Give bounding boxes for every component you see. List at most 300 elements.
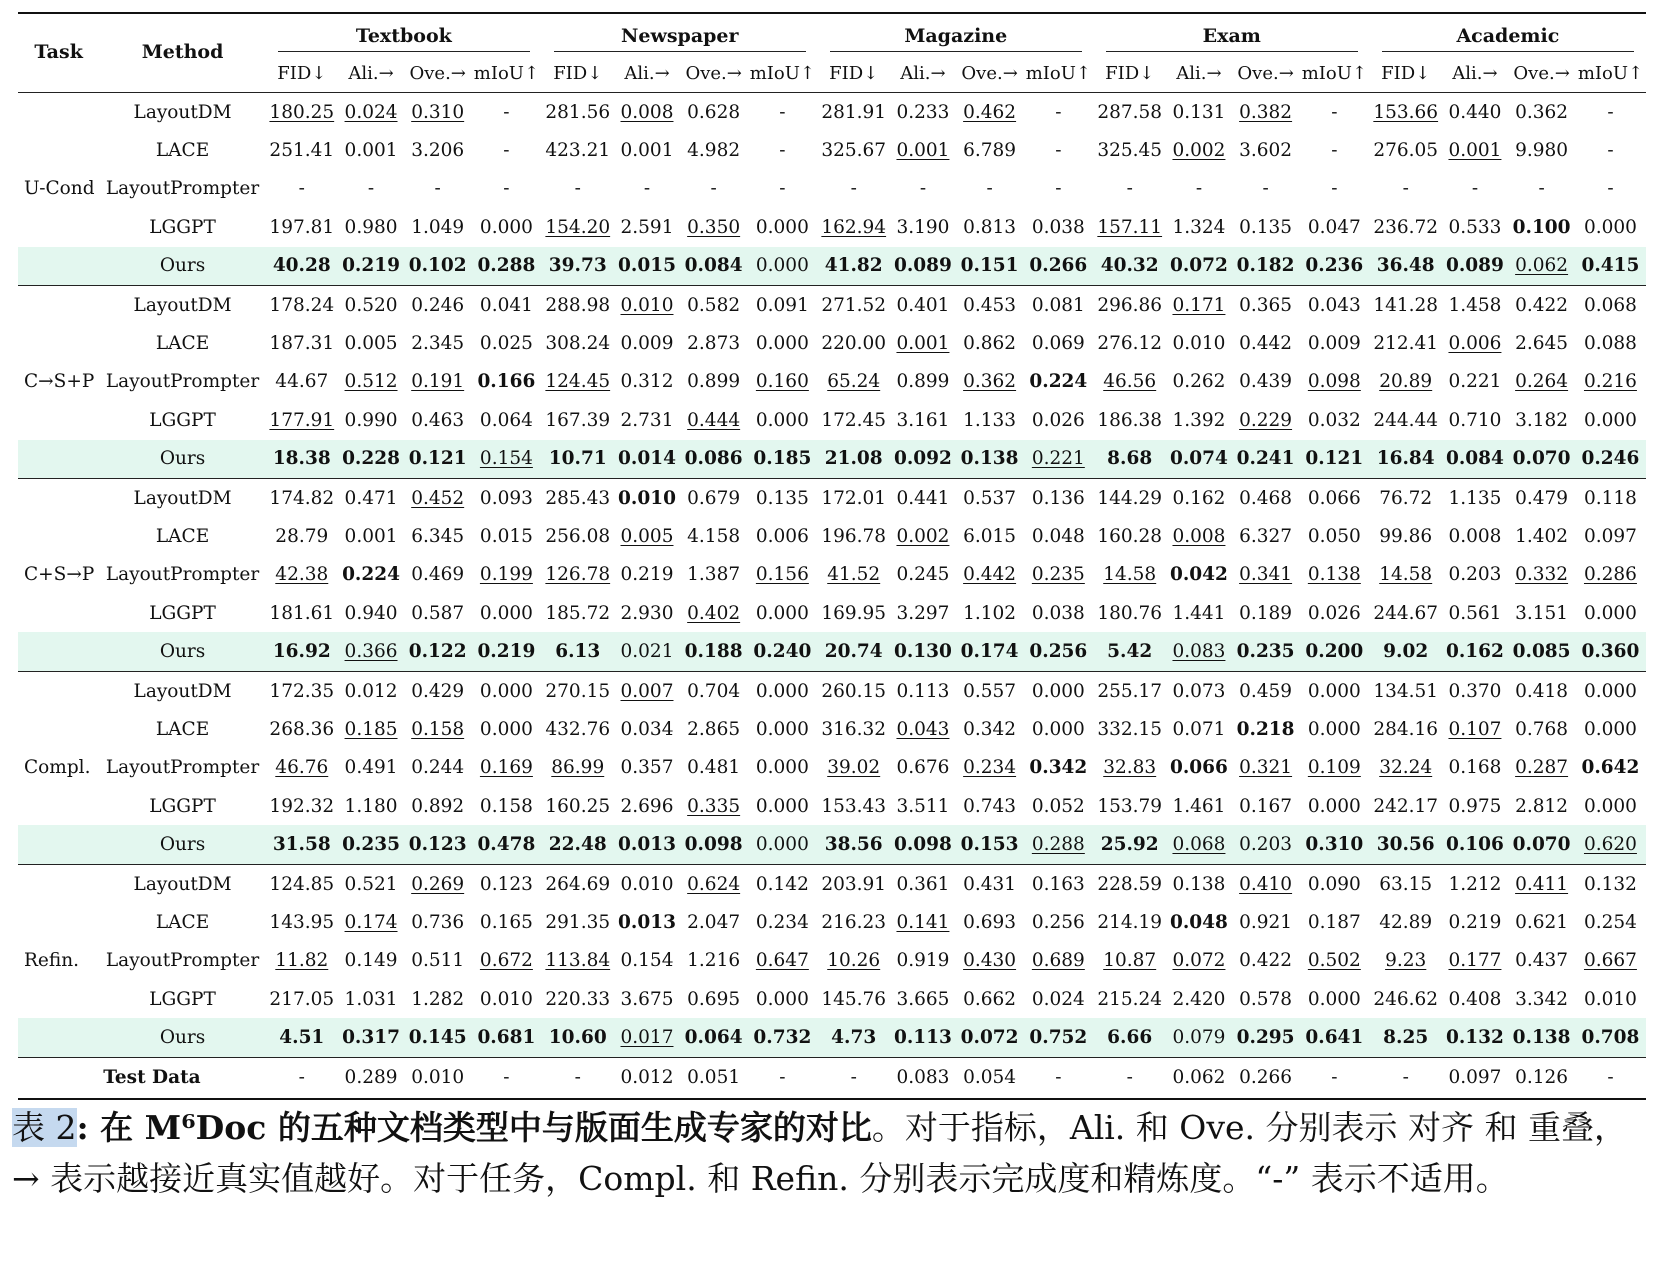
- value-cell: [542, 131, 614, 169]
- value-cell: [1023, 594, 1094, 632]
- value-cell: [1023, 710, 1094, 748]
- value-text: 145.76: [821, 988, 887, 1010]
- value-text: 0.025: [479, 333, 533, 355]
- task-cell: [18, 208, 99, 246]
- value-text: 6.789: [963, 140, 1017, 162]
- task-cell: [18, 93, 99, 132]
- value-text: 0.165: [479, 911, 533, 933]
- value-cell: [818, 864, 890, 903]
- group-title: Textbook: [278, 25, 530, 52]
- value-cell: [890, 825, 957, 864]
- method-cell: LACE: [155, 333, 210, 355]
- value-text: 0.038: [1031, 602, 1085, 624]
- value-text: 0.097: [1583, 525, 1637, 547]
- value-cell: [338, 247, 405, 286]
- value-text: 0.026: [1031, 409, 1085, 431]
- value-cell: [542, 556, 614, 594]
- value-cell: [890, 478, 957, 517]
- value-text: 2.047: [687, 911, 741, 933]
- group-header-academic: [1370, 13, 1646, 54]
- value-cell: [1370, 440, 1442, 479]
- value-text: 0.188: [684, 641, 743, 663]
- value-cell: [1442, 93, 1509, 132]
- value-cell: [1508, 247, 1575, 286]
- value-cell: [818, 170, 890, 208]
- table-row: [18, 825, 1646, 864]
- value-text: 271.52: [821, 294, 887, 316]
- value-cell: [956, 632, 1023, 671]
- value-cell: 0.097: [1442, 1057, 1509, 1099]
- value-text: 1.387: [687, 564, 741, 586]
- value-text: 0.174: [960, 641, 1019, 663]
- value-cell: [680, 170, 747, 208]
- value-cell: [818, 363, 890, 401]
- value-text: 284.16: [1373, 718, 1439, 740]
- value-text: 174.82: [269, 487, 335, 509]
- table-row: [18, 131, 1646, 169]
- method-cell: LayoutDM: [99, 93, 266, 132]
- value-cell: [1023, 247, 1094, 286]
- value-text: 14.58: [1379, 564, 1433, 586]
- group-header-magazine: [818, 13, 1094, 54]
- value-cell: [747, 170, 818, 208]
- value-cell: [1023, 903, 1094, 941]
- value-cell: [1370, 170, 1442, 208]
- value-text: 0.182: [1236, 255, 1295, 277]
- value-cell: [1232, 363, 1299, 401]
- value-cell: [1442, 825, 1509, 864]
- value-text: 0.034: [620, 718, 674, 740]
- value-text: 0.064: [684, 1027, 743, 1049]
- value-cell: [1370, 478, 1442, 517]
- value-text: 0.431: [963, 873, 1017, 895]
- caption-title: 在 M⁶Doc 的五种文档类型中与版面生成专家的对比: [88, 1108, 872, 1147]
- value-cell: [1166, 517, 1233, 555]
- value-cell: [1094, 864, 1166, 903]
- value-text: 2.591: [620, 216, 674, 238]
- value-cell: [1575, 980, 1646, 1018]
- value-text: 0.047: [1307, 216, 1361, 238]
- value-cell: [890, 170, 957, 208]
- value-cell: [1442, 440, 1509, 479]
- value-cell: [1023, 208, 1094, 246]
- metric-header: FID↓: [277, 62, 327, 84]
- value-cell: [1299, 787, 1370, 825]
- value-text: 287.58: [1097, 101, 1163, 123]
- value-text: 0.135: [755, 487, 809, 509]
- value-text: 214.19: [1097, 911, 1163, 933]
- group-title: Newspaper: [554, 25, 806, 52]
- table-row: [18, 864, 1646, 903]
- value-text: 0.081: [1031, 294, 1085, 316]
- value-cell: [890, 749, 957, 787]
- value-text: 0.013: [618, 911, 676, 933]
- value-text: 1.216: [687, 950, 741, 972]
- value-text: 0.899: [687, 371, 741, 393]
- value-cell: [266, 401, 338, 439]
- value-text: 0.000: [755, 255, 809, 277]
- value-text: 0.007: [620, 680, 674, 702]
- value-text: 38.56: [824, 834, 883, 856]
- task-cell: [18, 401, 99, 439]
- value-cell: [818, 285, 890, 324]
- value-cell: [471, 285, 542, 324]
- value-text: 0.070: [1512, 834, 1571, 856]
- value-cell: -: [542, 1057, 614, 1099]
- value-cell: [1166, 478, 1233, 517]
- value-cell: [1508, 131, 1575, 169]
- value-cell: [747, 517, 818, 555]
- value-cell: [1442, 478, 1509, 517]
- value-text: 3.511: [896, 795, 950, 817]
- value-text: 0.266: [1029, 255, 1088, 277]
- value-text: 0.000: [755, 834, 809, 856]
- method-cell: LayoutPrompter: [105, 950, 260, 972]
- metric-header: Ove.→: [409, 62, 466, 84]
- table-row: [18, 363, 1646, 401]
- value-text: 0.704: [687, 680, 741, 702]
- value-cell: [1370, 749, 1442, 787]
- value-cell: [1232, 170, 1299, 208]
- value-cell: [471, 208, 542, 246]
- value-text: -: [1126, 178, 1133, 200]
- value-cell: [680, 208, 747, 246]
- value-cell: [680, 440, 747, 479]
- value-cell: -: [747, 1057, 818, 1099]
- value-text: 2.731: [620, 409, 674, 431]
- value-text: 3.342: [1515, 988, 1569, 1010]
- value-cell: [542, 864, 614, 903]
- value-text: 316.32: [821, 718, 887, 740]
- value-text: 0.441: [896, 487, 950, 509]
- value-cell: [747, 440, 818, 479]
- value-text: 0.009: [1307, 333, 1361, 355]
- value-cell: [1508, 401, 1575, 439]
- value-cell: [1232, 247, 1299, 286]
- value-text: 0.236: [1305, 255, 1364, 277]
- value-cell: [680, 363, 747, 401]
- value-text: 0.357: [620, 757, 674, 779]
- value-cell: [1166, 594, 1233, 632]
- value-text: 3.182: [1515, 409, 1569, 431]
- value-cell: [542, 285, 614, 324]
- value-cell: [1442, 903, 1509, 941]
- value-text: 14.58: [1103, 564, 1157, 586]
- value-cell: [680, 131, 747, 169]
- value-text: 172.45: [821, 409, 887, 431]
- value-text: 0.362: [1515, 101, 1569, 123]
- value-cell: [680, 671, 747, 710]
- value-cell: [890, 247, 957, 286]
- value-cell: [471, 632, 542, 671]
- value-cell: [404, 825, 471, 864]
- value-cell: 0.054: [956, 1057, 1023, 1099]
- value-text: 0.199: [479, 564, 533, 586]
- value-cell: [1094, 517, 1166, 555]
- value-text: 0.021: [620, 641, 674, 663]
- value-cell: [471, 440, 542, 479]
- value-text: -: [643, 178, 651, 200]
- value-text: 0.710: [1448, 409, 1502, 431]
- value-text: 0.191: [411, 371, 465, 393]
- method-cell: Ours: [99, 1018, 266, 1057]
- value-text: 41.52: [827, 564, 881, 586]
- value-cell: [747, 363, 818, 401]
- table-row: [18, 401, 1646, 439]
- value-cell: [471, 247, 542, 286]
- value-cell: [471, 594, 542, 632]
- metric-header: Ali.→: [624, 62, 670, 84]
- value-cell: [1575, 247, 1646, 286]
- value-text: 0.151: [960, 255, 1019, 277]
- metric-header: mIoU↑: [1301, 62, 1367, 84]
- value-text: 246.62: [1373, 988, 1439, 1010]
- table-row: [18, 517, 1646, 555]
- value-cell: [1094, 170, 1166, 208]
- value-text: 3.602: [1239, 140, 1293, 162]
- value-text: -: [434, 178, 441, 200]
- value-text: 0.312: [620, 371, 674, 393]
- value-text: 0.520: [344, 294, 398, 316]
- value-text: 0.091: [755, 294, 809, 316]
- value-cell: [1232, 324, 1299, 362]
- value-cell: [956, 363, 1023, 401]
- value-cell: [1232, 208, 1299, 246]
- value-text: 180.25: [269, 101, 335, 123]
- value-cell: [404, 247, 471, 286]
- value-text: 11.82: [275, 950, 329, 972]
- value-cell: [338, 440, 405, 479]
- value-text: 0.006: [755, 525, 809, 547]
- value-text: 0.050: [1307, 525, 1361, 547]
- value-text: -: [1607, 101, 1614, 123]
- value-cell: [1299, 440, 1370, 479]
- value-text: 244.44: [1373, 409, 1439, 431]
- value-cell: [542, 787, 614, 825]
- task-cell: [18, 478, 99, 517]
- value-text: 0.228: [342, 448, 400, 470]
- value-text: 40.28: [272, 255, 331, 277]
- value-cell: [614, 517, 681, 555]
- value-cell: [1023, 864, 1094, 903]
- value-text: 30.56: [1376, 834, 1435, 856]
- value-cell: [614, 208, 681, 246]
- value-text: 0.667: [1583, 950, 1637, 972]
- value-cell: [956, 864, 1023, 903]
- value-cell: [1575, 363, 1646, 401]
- value-cell: [680, 903, 747, 941]
- value-cell: [1232, 478, 1299, 517]
- value-text: 0.342: [1029, 757, 1088, 779]
- value-text: 0.203: [1448, 564, 1502, 586]
- value-cell: [338, 363, 405, 401]
- value-text: 0.118: [1583, 487, 1637, 509]
- metric-header: FID↓: [1105, 62, 1155, 84]
- value-text: 0.093: [479, 487, 533, 509]
- value-text: 0.442: [1239, 333, 1293, 355]
- value-text: 186.38: [1097, 409, 1163, 431]
- value-cell: [266, 131, 338, 169]
- value-cell: [404, 749, 471, 787]
- metric-header: Ali.→: [900, 62, 946, 84]
- value-cell: [404, 903, 471, 941]
- value-text: 0.000: [1307, 718, 1361, 740]
- value-text: 0.269: [411, 873, 465, 895]
- value-cell: [1094, 131, 1166, 169]
- value-cell: [956, 208, 1023, 246]
- value-cell: [404, 440, 471, 479]
- value-text: 0.088: [1583, 333, 1637, 355]
- value-text: 432.76: [545, 718, 611, 740]
- method-cell: LayoutPrompter: [105, 371, 260, 393]
- value-cell: [1094, 942, 1166, 980]
- value-cell: [1299, 170, 1370, 208]
- value-text: 0.123: [408, 834, 467, 856]
- value-text: -: [779, 101, 786, 123]
- value-cell: [542, 1018, 614, 1057]
- value-text: 0.587: [411, 602, 465, 624]
- value-cell: [338, 401, 405, 439]
- value-text: 0.038: [1031, 216, 1085, 238]
- value-cell: [818, 324, 890, 362]
- value-cell: [1094, 401, 1166, 439]
- value-cell: [747, 825, 818, 864]
- value-text: 177.91: [269, 409, 335, 431]
- value-text: 0.001: [896, 333, 950, 355]
- value-text: -: [503, 101, 510, 123]
- metric-header: Ove.→: [685, 62, 742, 84]
- value-cell: [338, 825, 405, 864]
- value-cell: [890, 787, 957, 825]
- value-text: 0.233: [896, 101, 950, 123]
- value-cell: [1370, 942, 1442, 980]
- value-text: 0.980: [344, 216, 398, 238]
- value-text: 0.708: [1581, 1027, 1640, 1049]
- value-text: -: [503, 140, 510, 162]
- value-cell: [1442, 170, 1509, 208]
- value-cell: [404, 556, 471, 594]
- value-cell: [818, 247, 890, 286]
- value-text: 0.010: [479, 988, 533, 1010]
- value-text: 0.317: [342, 1027, 400, 1049]
- value-text: 0.000: [1307, 795, 1361, 817]
- value-cell: [956, 93, 1023, 132]
- value-text: 0.521: [344, 873, 398, 895]
- value-cell: [614, 131, 681, 169]
- value-text: 0.362: [963, 371, 1017, 393]
- value-cell: [1299, 632, 1370, 671]
- value-cell: [471, 556, 542, 594]
- value-cell: [890, 864, 957, 903]
- value-cell: [404, 324, 471, 362]
- value-text: 0.264: [1515, 371, 1569, 393]
- value-cell: [1442, 942, 1509, 980]
- value-cell: [1023, 93, 1094, 132]
- value-text: 0.288: [477, 255, 536, 277]
- value-text: 25.92: [1100, 834, 1159, 856]
- table-caption: [12, 1102, 1652, 1204]
- value-cell: [1508, 710, 1575, 748]
- value-cell: [956, 478, 1023, 517]
- task-cell: [18, 787, 99, 825]
- value-text: 2.345: [411, 333, 465, 355]
- value-text: -: [779, 140, 786, 162]
- value-text: 0.288: [1031, 834, 1085, 856]
- value-cell: [1023, 787, 1094, 825]
- value-text: 0.216: [1583, 371, 1637, 393]
- value-cell: [471, 671, 542, 710]
- value-text: 0.153: [960, 834, 1019, 856]
- value-cell: [404, 208, 471, 246]
- value-cell: [614, 170, 681, 208]
- value-cell: [1023, 363, 1094, 401]
- group-title: Academic: [1382, 25, 1634, 52]
- value-text: 0.138: [1307, 564, 1361, 586]
- value-cell: [956, 825, 1023, 864]
- value-text: 0.370: [1448, 680, 1502, 702]
- value-text: 153.43: [821, 795, 887, 817]
- value-text: 0.743: [963, 795, 1017, 817]
- value-text: 181.61: [269, 602, 335, 624]
- value-cell: [747, 710, 818, 748]
- value-cell: [338, 942, 405, 980]
- value-text: -: [710, 178, 717, 200]
- value-cell: [1508, 749, 1575, 787]
- value-cell: [1370, 324, 1442, 362]
- value-cell: [1094, 632, 1166, 671]
- value-cell: [1508, 208, 1575, 246]
- value-text: 0.072: [960, 1027, 1019, 1049]
- value-text: 1.324: [1172, 216, 1226, 238]
- method-cell: LACE: [155, 911, 210, 933]
- value-cell: [1166, 671, 1233, 710]
- value-text: -: [1262, 178, 1269, 200]
- value-cell: [614, 632, 681, 671]
- value-cell: [1023, 1018, 1094, 1057]
- value-cell: [1023, 632, 1094, 671]
- value-text: 0.012: [344, 680, 398, 702]
- value-text: 0.000: [755, 680, 809, 702]
- value-cell: [1023, 556, 1094, 594]
- value-text: 276.12: [1097, 333, 1163, 355]
- table-row: [18, 787, 1646, 825]
- value-text: 217.05: [269, 988, 335, 1010]
- value-text: 0.647: [755, 950, 809, 972]
- value-cell: [1442, 749, 1509, 787]
- value-text: 6.345: [411, 525, 465, 547]
- value-text: 0.100: [1512, 216, 1571, 238]
- value-cell: [818, 440, 890, 479]
- value-cell: [1575, 942, 1646, 980]
- value-cell: [614, 478, 681, 517]
- value-cell: [1232, 594, 1299, 632]
- table-row: [18, 247, 1646, 286]
- method-cell: LayoutDM: [99, 478, 266, 517]
- value-text: 0.491: [344, 757, 398, 779]
- value-text: 0.066: [1169, 757, 1228, 779]
- value-text: 0.041: [479, 294, 533, 316]
- value-text: 0.052: [1031, 795, 1085, 817]
- value-text: 0.401: [896, 294, 950, 316]
- value-text: 0.641: [1305, 1027, 1364, 1049]
- value-text: 0.000: [1583, 680, 1637, 702]
- value-text: 0.086: [684, 448, 743, 470]
- value-cell: [1370, 980, 1442, 1018]
- value-cell: [338, 710, 405, 748]
- value-cell: [542, 324, 614, 362]
- value-cell: [1232, 980, 1299, 1018]
- value-text: -: [1471, 178, 1479, 200]
